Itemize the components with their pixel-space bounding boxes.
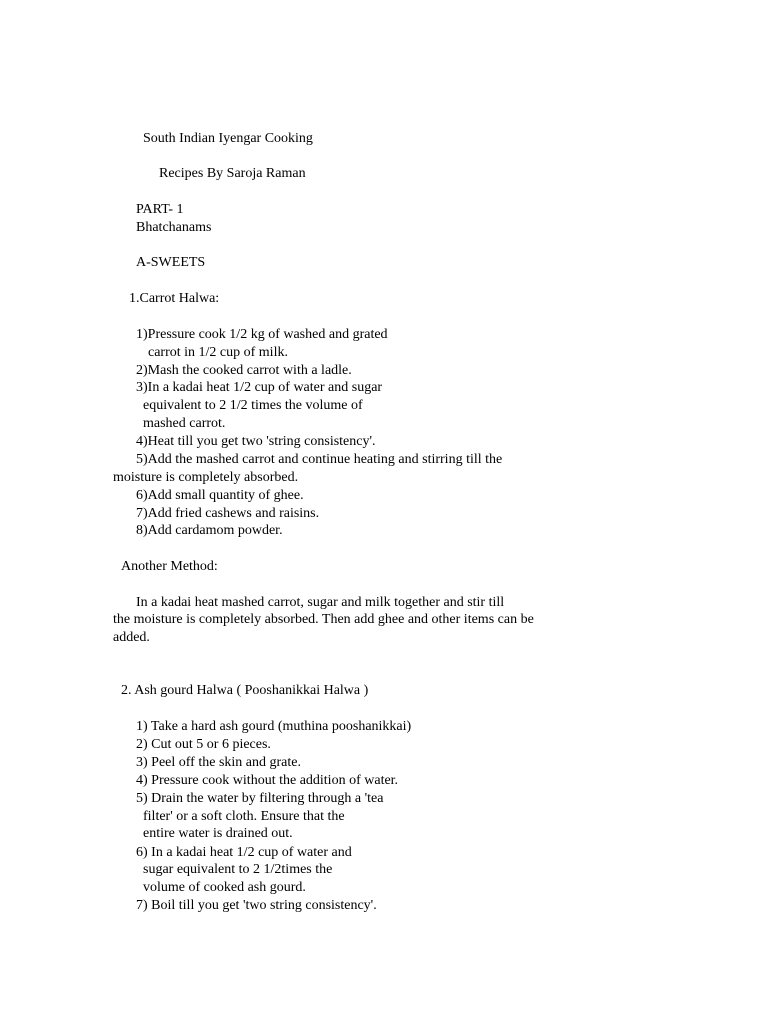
recipe-step: 1)Pressure cook 1/2 kg of washed and grated — [136, 327, 388, 342]
part-label: PART- 1 — [136, 202, 184, 217]
document-subtitle: Recipes By Saroja Raman — [159, 166, 306, 181]
recipe-step: 5)Add the mashed carrot and continue heating and stirring till the — [136, 452, 503, 467]
recipe-step: 2)Mash the cooked carrot with a ladle. — [136, 363, 352, 378]
recipe-step: 7) Boil till you get 'two string consistency'. — [136, 898, 377, 913]
part-name: Bhatchanams — [136, 220, 212, 235]
recipe-step: 4) Pressure cook without the addition of water. — [136, 773, 399, 788]
alt-method-text: added. — [113, 630, 150, 645]
recipe-step: 2) Cut out 5 or 6 pieces. — [136, 737, 271, 752]
recipe-step: 3) Peel off the skin and grate. — [136, 755, 301, 770]
recipe-step: carrot in 1/2 cup of milk. — [148, 345, 288, 360]
alt-method-text: the moisture is completely absorbed. Then add ghee and other items can be — [113, 612, 534, 627]
recipe-step: volume of cooked ash gourd. — [143, 880, 306, 895]
recipe-step: equivalent to 2 1/2 times the volume of — [143, 398, 363, 413]
recipe-step: entire water is drained out. — [143, 826, 293, 841]
alt-method-text: In a kadai heat mashed carrot, sugar and milk together and stir till — [136, 595, 505, 610]
section-heading: A-SWEETS — [136, 255, 206, 270]
recipe-step: 5) Drain the water by filtering through a 'tea — [136, 791, 384, 806]
recipe-step: filter' or a soft cloth. Ensure that the — [143, 809, 345, 824]
recipe-heading: 1.Carrot Halwa: — [129, 291, 220, 306]
recipe-step: 7)Add fried cashews and raisins. — [136, 506, 320, 521]
recipe-step: 6) In a kadai heat 1/2 cup of water and — [136, 845, 352, 860]
recipe-step: 1) Take a hard ash gourd (muthina pooshanikkai) — [136, 719, 412, 734]
recipe-step: 8)Add cardamom powder. — [136, 523, 283, 538]
recipe-step: 6)Add small quantity of ghee. — [136, 488, 304, 503]
recipe-step: moisture is completely absorbed. — [113, 470, 299, 485]
recipe-step: mashed carrot. — [143, 416, 226, 431]
recipe-heading: 2. Ash gourd Halwa ( Pooshanikkai Halwa ) — [121, 683, 369, 698]
recipe-step: sugar equivalent to 2 1/2times the — [143, 862, 333, 877]
document-title: South Indian Iyengar Cooking — [143, 131, 313, 146]
recipe-step: 3)In a kadai heat 1/2 cup of water and sugar — [136, 380, 383, 395]
alt-method-heading: Another Method: — [121, 559, 218, 574]
recipe-step: 4)Heat till you get two 'string consistency'. — [136, 434, 376, 449]
